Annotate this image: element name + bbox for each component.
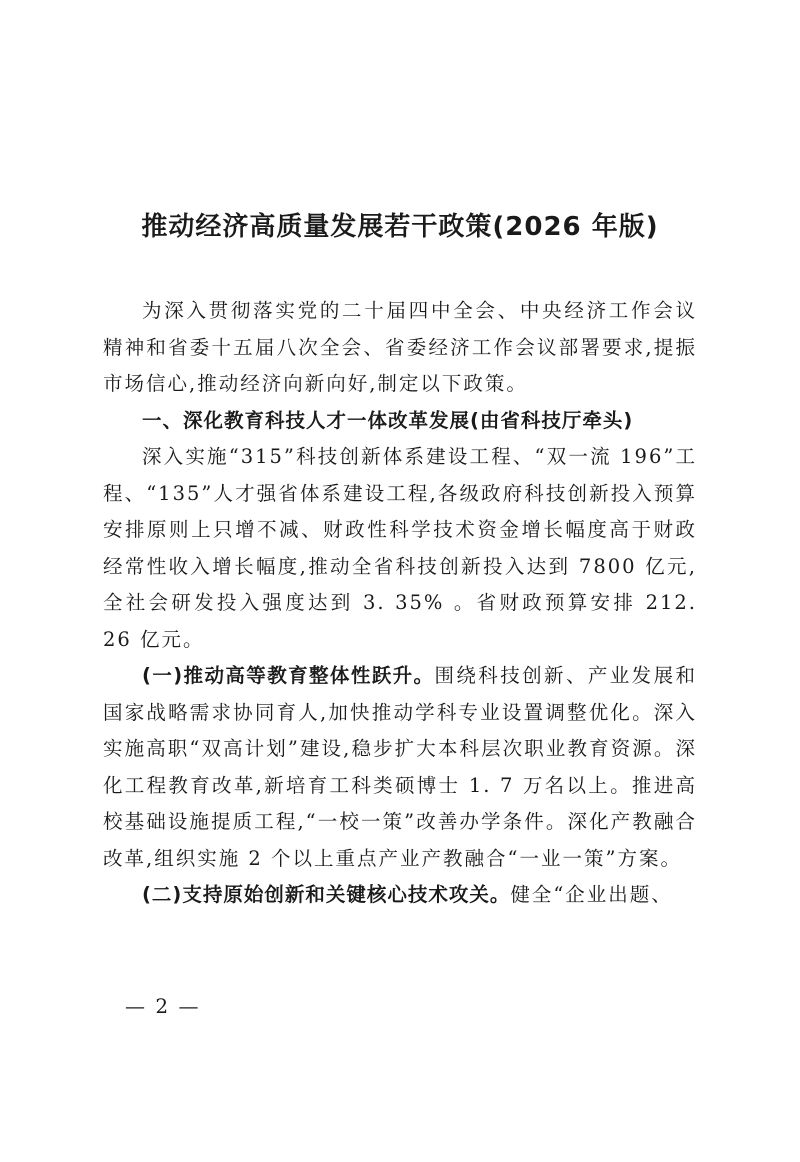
item-1-body: 围绕科技创新、产业发展和国家战略需求协同育人,加快推动学科专业设置调整优化。深入实施高职“双高计划”建设,稳步扩大本科层次职业教育资源。深化工程教育改革,新培育工科类硕博士 1. 7 万名以上。推进高校基础设施提质工程,“一校一策”改善办学条件。深化产教融合改革,组织实施 2 个以上重点产业产教融合“一业一策”方案。 [103,664,697,870]
item-2-body: 健全“企业出题、 [510,883,673,906]
item-2-paragraph [103,877,697,914]
section-heading: 一、深化教育科技人才一体改革发展(由省科技厅牵头) [142,408,634,432]
item-1-paragraph [103,658,697,877]
page-number: — 2 — [125,994,201,1018]
document-title: 推动经济高质量发展若干政策(2026 年版) [141,212,659,242]
item-1-lead: (一)推动高等教育整体性跃升。 [142,664,435,687]
document-body [103,293,697,914]
item-2-lead: (二)支持原始创新和关键核心技术攻关。 [142,883,511,906]
section-paragraph: 深入实施“315”科技创新体系建设工程、“双一流 196”工程、“135”人才强省体系建设工程,各级政府科技创新投入预算安排原则上只增不减、财政性科学技术资金增长幅度高于财政经常性收入增长幅度,推动全省科技创新投入达到 7800 亿元,全社会研发投入强度达到 3. 35% 。省财政预算安排 212. 26 亿元。 [103,445,697,651]
intro-paragraph: 为深入贯彻落实党的二十届四中全会、中央经济工作会议精神和省委十五届八次全会、省委经济工作会议部署要求,提振市场信心,推动经济向新向好,制定以下政策。 [103,299,697,395]
